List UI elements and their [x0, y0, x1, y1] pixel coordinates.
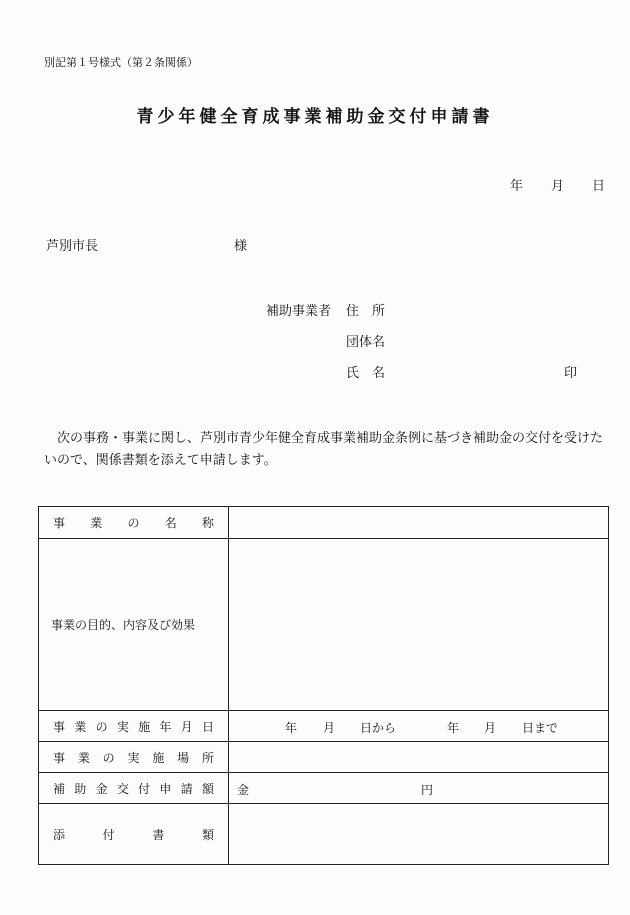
- period-month-2: 月: [484, 721, 497, 735]
- period-day-to: 日まで: [522, 721, 559, 735]
- form-number-label: 別記第１号様式（第２条関係）: [44, 56, 198, 69]
- place-label: 事 業 の 実 施 場 所: [53, 750, 214, 765]
- application-statement: 次の事務・事業に関し、芦別市青少年健全育成事業補助金条例に基づき補助金の交付を受けたいので、関係書類を添えて申請します。: [44, 431, 604, 468]
- project-name-field[interactable]: [229, 507, 609, 539]
- amount-label-cell: [39, 773, 229, 804]
- period-label-cell: [39, 711, 229, 742]
- seal-mark: 印: [564, 366, 578, 381]
- amount-label: 補 助 金 交 付 申 請 額: [53, 781, 214, 796]
- attachments-label-cell: [39, 804, 229, 865]
- place-field[interactable]: [229, 742, 609, 773]
- addressee-honorific: 様: [234, 239, 248, 254]
- date-year: 年: [510, 179, 524, 194]
- period-year-1: 年: [285, 721, 298, 735]
- name-label: 氏 名: [346, 366, 386, 381]
- application-table: [38, 506, 609, 865]
- date-month: 月: [551, 179, 565, 194]
- purpose-field[interactable]: [229, 539, 609, 711]
- applicant-role: 補助事業者: [266, 304, 332, 319]
- attachments-field[interactable]: [229, 804, 609, 865]
- period-label: 事 業 の 実 施 年 月 日: [53, 719, 214, 734]
- period-field[interactable]: [229, 711, 609, 742]
- period-month-1: 月: [323, 721, 336, 735]
- address-label: 住 所: [346, 304, 386, 319]
- amount-unit: 円: [421, 783, 434, 797]
- date-day: 日: [592, 179, 606, 194]
- project-name-label-cell: [39, 507, 229, 539]
- addressee-name: 芦別市長: [46, 239, 99, 254]
- period-year-2: 年: [447, 721, 460, 735]
- document-title: 青少年健全育成事業補助金交付申請書: [136, 107, 494, 127]
- organization-label: 団体名: [346, 335, 386, 350]
- purpose-label: 事業の目的、内容及び効果: [51, 618, 196, 632]
- period-day-from: 日から: [360, 721, 397, 735]
- purpose-label-cell: [39, 539, 229, 711]
- amount-prefix: 金: [237, 783, 250, 797]
- amount-field[interactable]: [229, 773, 609, 804]
- project-name-label: 事 業 の 名 称: [53, 516, 214, 530]
- place-label-cell: [39, 742, 229, 773]
- attachments-label: 添 付 書 類: [53, 827, 214, 842]
